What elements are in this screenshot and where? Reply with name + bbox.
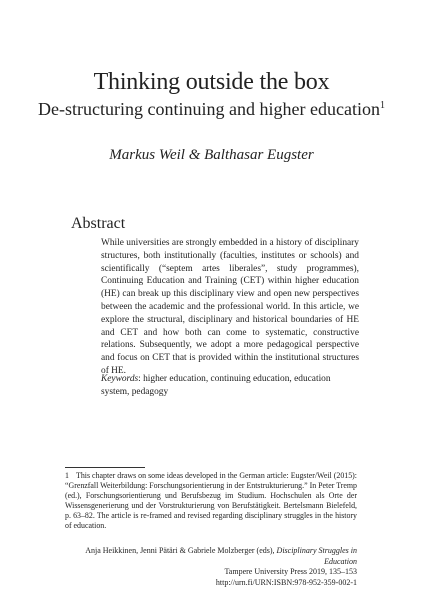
citation-editors: Anja Heikkinen, Jenni Pätäri & Gabriele Molzberger (eds), — [85, 546, 277, 555]
chapter-title: Thinking outside the box — [93, 69, 330, 95]
citation-publisher: Tampere University Press 2019, 135–153 — [224, 567, 357, 577]
subtitle-footnote-mark: 1 — [379, 100, 385, 111]
abstract-heading: Abstract — [71, 215, 126, 232]
citation-line-1 — [65, 546, 357, 567]
abstract-body: While universities are strongly embedded in a history of disciplinary structures, both institutionally (faculties, institutes or schools) and scientifically (“septem artes liberales”, study programmes), Continuing Education and Training (CET) within higher education (HE) can break up this disciplinary view and open new perspectives between the academic and the professional world. In this article, we explore the structural, disciplinary and historical boundaries of HE and CET and how both can come to systematic, constructive relations. Subsequently, we adopt a more pedagogical perspective and focus on CET that is provided within the institutional structures of HE. — [101, 238, 359, 376]
subtitle-text: De-structuring continuing and higher education — [38, 99, 380, 119]
keywords-label: Keywords — [101, 374, 139, 384]
chapter-subtitle — [0, 98, 423, 120]
footnote-text: This chapter draws on some ideas developed in the German article: Eugster/Weil (2015): “Grenzfall Weiterbildung: Forschungsorientierung in der Entstrukturierung.” In Peter Tremp (ed.), Forschungsorientierung und Berufsbezug im Studium. Hochschulen als Orte der Wissensgenerierung und der Vorstrukturierung von Berufstätigkeit. Bertelsmann Bielefeld, p. 63–82. The article is re-framed and revised regarding disciplinary struggles in the history of education. — [65, 471, 357, 530]
footnote-divider — [65, 467, 145, 468]
footnote — [65, 471, 357, 531]
authors: Markus Weil & Balthasar Eugster — [109, 147, 314, 163]
citation-url: http://urn.fi/URN:ISBN:978-952-359-002-1 — [215, 577, 357, 587]
keywords-text: : higher education, continuing education, education system, pedagogy — [101, 374, 331, 397]
citation-book-title: Disciplinary Struggles in Education — [276, 546, 357, 566]
keywords — [101, 373, 359, 399]
footnote-mark: 1 — [65, 471, 69, 480]
citation — [65, 546, 357, 588]
